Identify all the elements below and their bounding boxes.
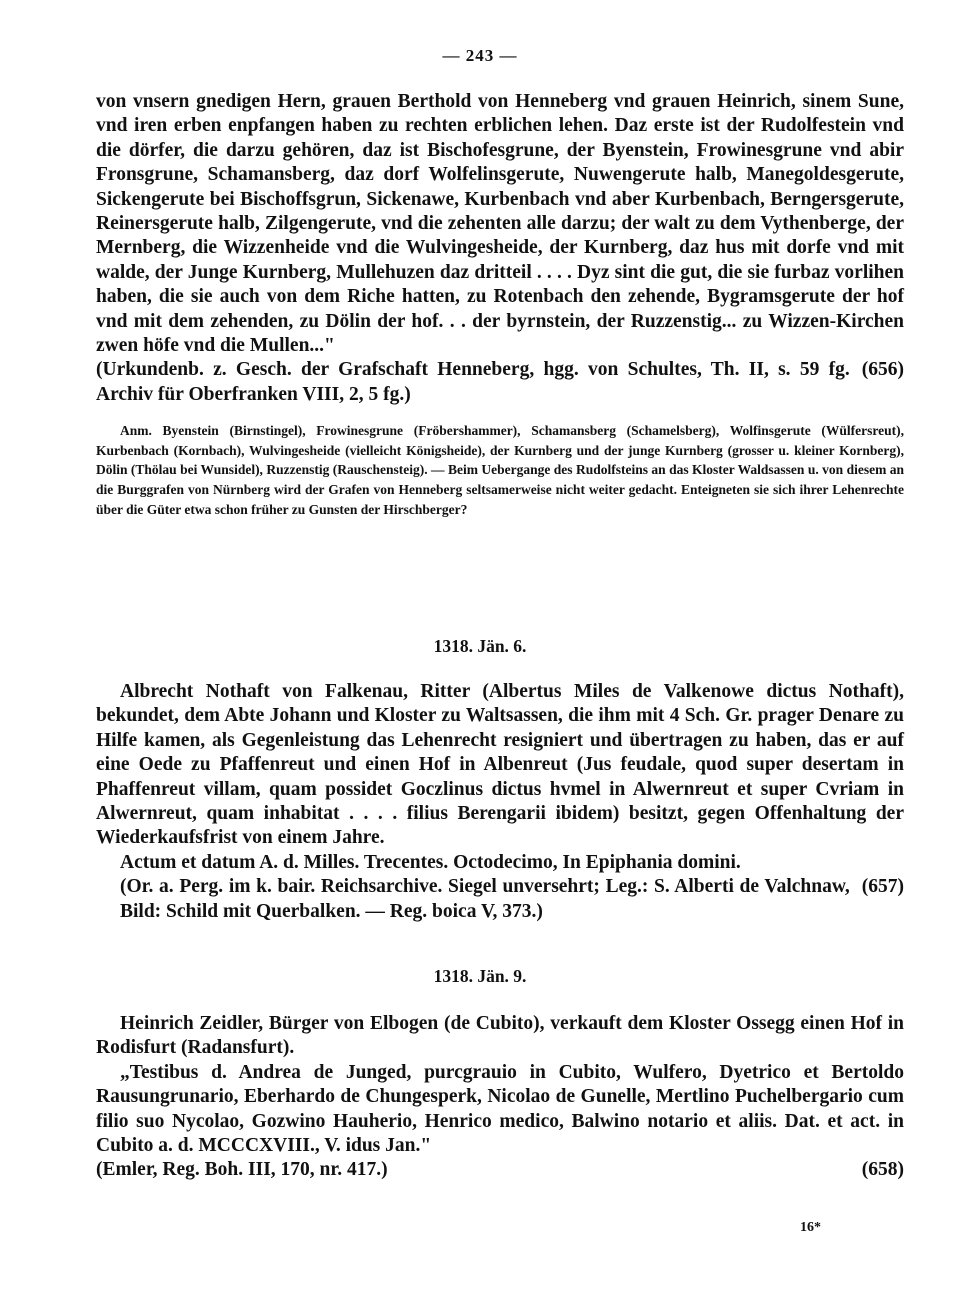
entry-656 [96, 90, 904, 519]
entry-657-date: 1318. Jän. 6. [433, 636, 527, 656]
entry-658-reference-row [96, 1158, 904, 1182]
entry-656-note: Anm. Byenstein (Birnstingel), Frowinesgrune (Fröbershammer), Schamansberg (Schamelsberg), Wolfinsgerute (Wülfersreut), Kurbenbach (Kornbach), Wulvingesheide (vielleicht Königsheide), der Kurnberg und der junge Kurnberg (grosser u. kleiner Kornberg), Dölin (Thölau bei Wunsidel), Ruzzenstig (Rauschensteig). — Beim Uebergange des Rudolfsteins an das Kloster Waldsassen u. von diesem an die Burggrafen von Nürnberg wird der Grafen von Henneberg seltsamerweise nicht weiter gedacht. Enteigneten sie sich ihrer Lehenrechte über die Güter etwa schon früher zu Gunsten der Hirschberger? [96, 423, 904, 517]
signature-mark: 16* [800, 1220, 821, 1235]
entry-657-reference: (Or. a. Perg. im k. bair. Reichsarchive. Siegel unversehrt; Leg.: S. Alberti de Valchnaw, Bild: Schild mit Querbalken. — Reg. boica V, 373.) [120, 876, 850, 922]
entry-658-number: (658) [861, 1159, 904, 1181]
entry-658-date: 1318. Jän. 9. [433, 966, 527, 986]
entry-657-body: Albrecht Nothaft von Falkenau, Ritter (Albertus Miles de Valkenowe dictus Nothaft), bekundet, dem Abte Johann und Kloster zu Waltsassen, die ihm mit 4 Sch. Gr. prager Denare zu Hilfe kamen, als Gegenleistung das Lehenrecht resigniert und übertragen zu haben, das er auf eine Oede zu Pfaffenreut und einen Hof in Albenreut (Jus feudale, quod super desertam in Phaffenreut villam, quam possidet Goczlinus dictus hvmel in Alwernreut et super Cvriam in Alwernreut, quam inhabitat . . . . filius Berengarii ibidem) besitzt, gegen Offenhaltung der Wiederkaufsfrist von einem Jahre. [96, 681, 904, 849]
entry-657-reference-row [96, 875, 904, 924]
entry-656-reference-row [96, 358, 904, 407]
entry-658-quote: „Testibus d. Andrea de Junged, purcgrauio in Cubito, Wulfero, Dyetrico et Bertoldo Rausungrunario, Eberhardo de Chungesperk, Nicolao de Gunelle, Mertlino Puchelbergario cum filio suo Nycolao, Gozwino Hauherio, Henrico medico, Balwino notario et aliis. Dat. et act. in Cubito a. d. MCCCXVIII., V. idus Jan." [96, 1061, 904, 1157]
entry-658-body: Heinrich Zeidler, Bürger von Elbogen (de Cubito), verkauft dem Kloster Ossegg einen Hof in Rodisfurt (Radansfurt). [96, 1013, 904, 1059]
entry-657-actum: Actum et datum A. d. Milles. Trecentes. Octodecimo, In Epiphania domini. [120, 851, 741, 873]
entry-656-body: von vnsern gnedigen Hern, grauen Berthold von Henneberg vnd grauen Heinrich, sinem Sune, vnd iren erben enpfangen haben zu rechten erblichen lehen. Daz erste ist der Rudolfestein vnd die dörfer, die darzu gehören, daz ist Bischofesgrune, der Byenstein, Frowinesgrune vnd abir Fronsgrune, Schamansberg, daz dorf Wolfelinsgerute, Nuwengerute halb, Manegoldesgerute, Sickengerute bei Bischoffsgrun, Sickenawe, Kurbenbach vnd aber Kurbenbach, Berngersgerute, Reinersgerute halb, Zilgengerute, vnd die zehenten alle darzu; der walt zu dem Vythenberge, der Mernberg, die Wizzenheide vnd die Wulvingesheide, der Kurnberg, daz hus mit dorfe vnd mit walde, der Junge Kurnberg, Mullehuzen daz dritteil . . . . Dyz sint die gut, die sie furbaz vorlihen haben, die sie auch von dem Riche hatten, zu Rotenbach den zehende, Bygramsgerute der hof vnd mit dem zehenden, zu Dölin der hof. . . der byrnstein, der Ruzzenstig... zu Wizzen-Kirchen zwen höfe vnd die Mullen..." [96, 91, 904, 357]
entry-657-number: (657) [861, 876, 904, 898]
page-number: — 243 — [442, 46, 518, 65]
entry-656-reference: (Urkundenb. z. Gesch. der Grafschaft Henneberg, hgg. von Schultes, Th. II, s. 59 fg. Archiv für Oberfranken VIII, 2, 5 fg.) [96, 359, 850, 405]
entry-658 [96, 1012, 904, 1183]
entry-658-reference: (Emler, Reg. Boh. III, 170, nr. 417.) [96, 1159, 388, 1181]
entry-656-number: (656) [861, 359, 904, 381]
entry-657 [96, 680, 904, 924]
